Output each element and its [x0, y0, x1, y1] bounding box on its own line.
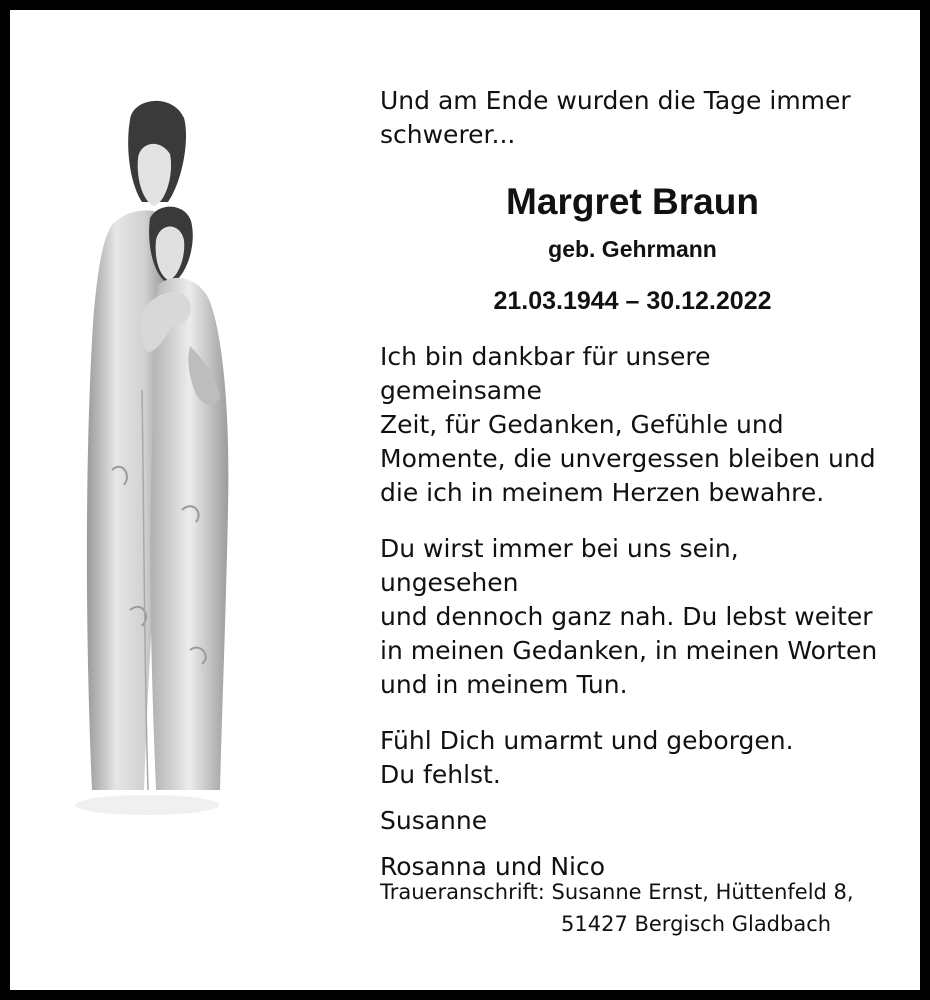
address-line-2: 51427 Bergisch Gladbach: [561, 912, 832, 936]
signature-susanne: Susanne: [380, 806, 488, 835]
closing-line: Du fehlst.: [380, 760, 501, 789]
paragraph-line: Zeit, für Gedanken, Gefühle und: [380, 410, 784, 439]
paragraph-gratitude: [380, 340, 880, 510]
paragraph-line: Ich bin dankbar für unsere gemeinsame: [380, 342, 711, 405]
figurine-image: [72, 90, 242, 840]
paragraph-line: und in meinem Tun.: [380, 670, 628, 699]
intro-line: Und am Ende wurden die Tage immer: [380, 86, 851, 115]
paragraph-line: Momente, die unvergessen bleiben und: [380, 444, 876, 473]
paragraph-remembrance: [380, 532, 880, 702]
life-dates: 21.03.1944 – 30.12.2022: [493, 287, 772, 315]
paragraph-line: in meinen Gedanken, in meinen Worten: [380, 636, 878, 665]
intro-line: schwerer...: [380, 120, 516, 149]
paragraph-line: Du wirst immer bei uns sein, ungesehen: [380, 534, 739, 597]
signature-rosanna-nico: Rosanna und Nico: [380, 852, 606, 881]
intro-quote: [380, 84, 880, 152]
paragraph-line: die ich in meinem Herzen bewahre.: [380, 478, 825, 507]
closing-lines: [380, 724, 880, 792]
deceased-name: Margret Braun: [506, 181, 759, 222]
notice-text: [380, 84, 880, 884]
maiden-name: geb. Gehrmann: [548, 236, 717, 262]
paragraph-line: und dennoch ganz nah. Du lebst weiter: [380, 602, 873, 631]
address-line-1: Traueranschrift: Susanne Ernst, Hüttenfeld 8,: [380, 880, 854, 904]
mourning-address: [380, 876, 854, 940]
closing-line: Fühl Dich umarmt und geborgen.: [380, 726, 794, 755]
